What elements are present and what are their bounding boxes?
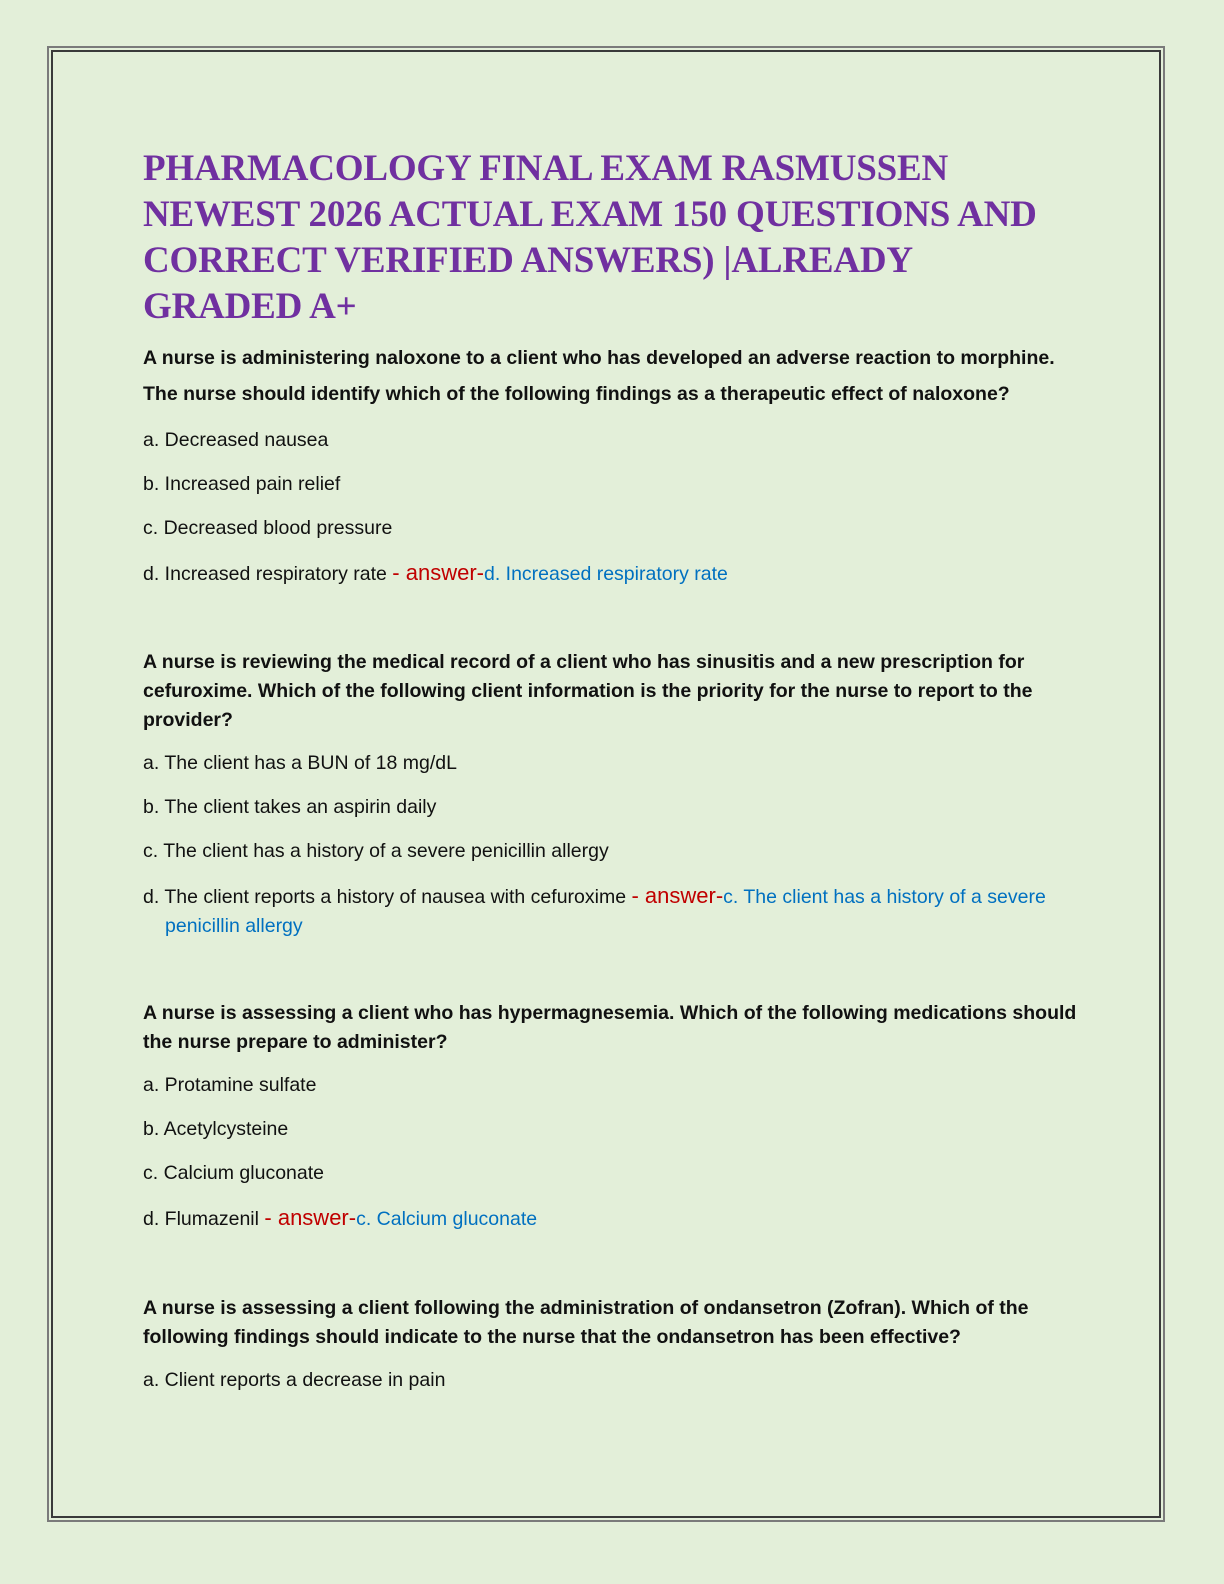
question-block-3: [143, 999, 1078, 1234]
answer-text: c. The client has a history of a severe penicillin allergy: [165, 886, 1046, 937]
question-text: A nurse is assessing a client following the administration of ondansetron (Zofran). Which of the following findings should indicate to the nurse that the ondansetron has been effective?: [143, 1297, 1029, 1348]
answer-text: c. Calcium gluconate: [356, 1208, 538, 1230]
option-d-with-answer: [143, 558, 1078, 589]
question-text: A nurse is assessing a client who has hypermagnesemia. Which of the following medications should the nurse prepare to administer?: [143, 1002, 1077, 1053]
option-a: a. Client reports a decrease in pain: [143, 1369, 446, 1391]
answer-label: - answer-: [392, 560, 484, 585]
option-d: d. Increased respiratory rate: [143, 563, 393, 585]
option-c: c. The client has a history of a severe penicillin allergy: [143, 840, 609, 862]
document-body: [143, 146, 1078, 1395]
question-block-2: [143, 648, 1078, 941]
answer-text: d. Increased respiratory rate: [483, 563, 728, 585]
option-a: a. Protamine sulfate: [143, 1074, 317, 1096]
option-d: d. Flumazenil: [143, 1208, 265, 1230]
answer-label: - answer-: [264, 1205, 357, 1230]
option-c: c. Decreased blood pressure: [143, 517, 393, 539]
option-a: a. The client has a BUN of 18 mg/dL: [143, 752, 457, 774]
question-text: A nurse is reviewing the medical record of a client who has sinusitis and a new prescription for cefuroxime. Which of the following client information is the priority for the nurse to report to the provider?: [143, 651, 1033, 731]
option-b: b. Increased pain relief: [143, 473, 341, 495]
answer-label: - answer-: [631, 883, 724, 908]
option-b: b. The client takes an aspirin daily: [143, 796, 437, 818]
option-d: d. The client reports a history of nausea with cefuroxime: [143, 886, 632, 908]
question-block-4: [143, 1294, 1078, 1395]
document-title: PHARMACOLOGY FINAL EXAM RASMUSSEN NEWEST 2026 ACTUAL EXAM 150 QUESTIONS AND CORRECT VERIFIED ANSWERS) |ALREADY GRADED A+: [143, 148, 1037, 327]
option-d-with-answer: [143, 1203, 1078, 1234]
option-c: c. Calcium gluconate: [143, 1162, 325, 1184]
question-text: A nurse is administering naloxone to a client who has developed an adverse reaction to morphine. The nurse should identify which of the following findings as a therapeutic effect of naloxone?: [143, 347, 1055, 405]
option-d-with-answer: [143, 881, 1078, 941]
question-block-1: [143, 340, 1078, 589]
option-a: a. Decreased nausea: [143, 429, 329, 451]
option-b: b. Acetylcysteine: [143, 1118, 289, 1140]
